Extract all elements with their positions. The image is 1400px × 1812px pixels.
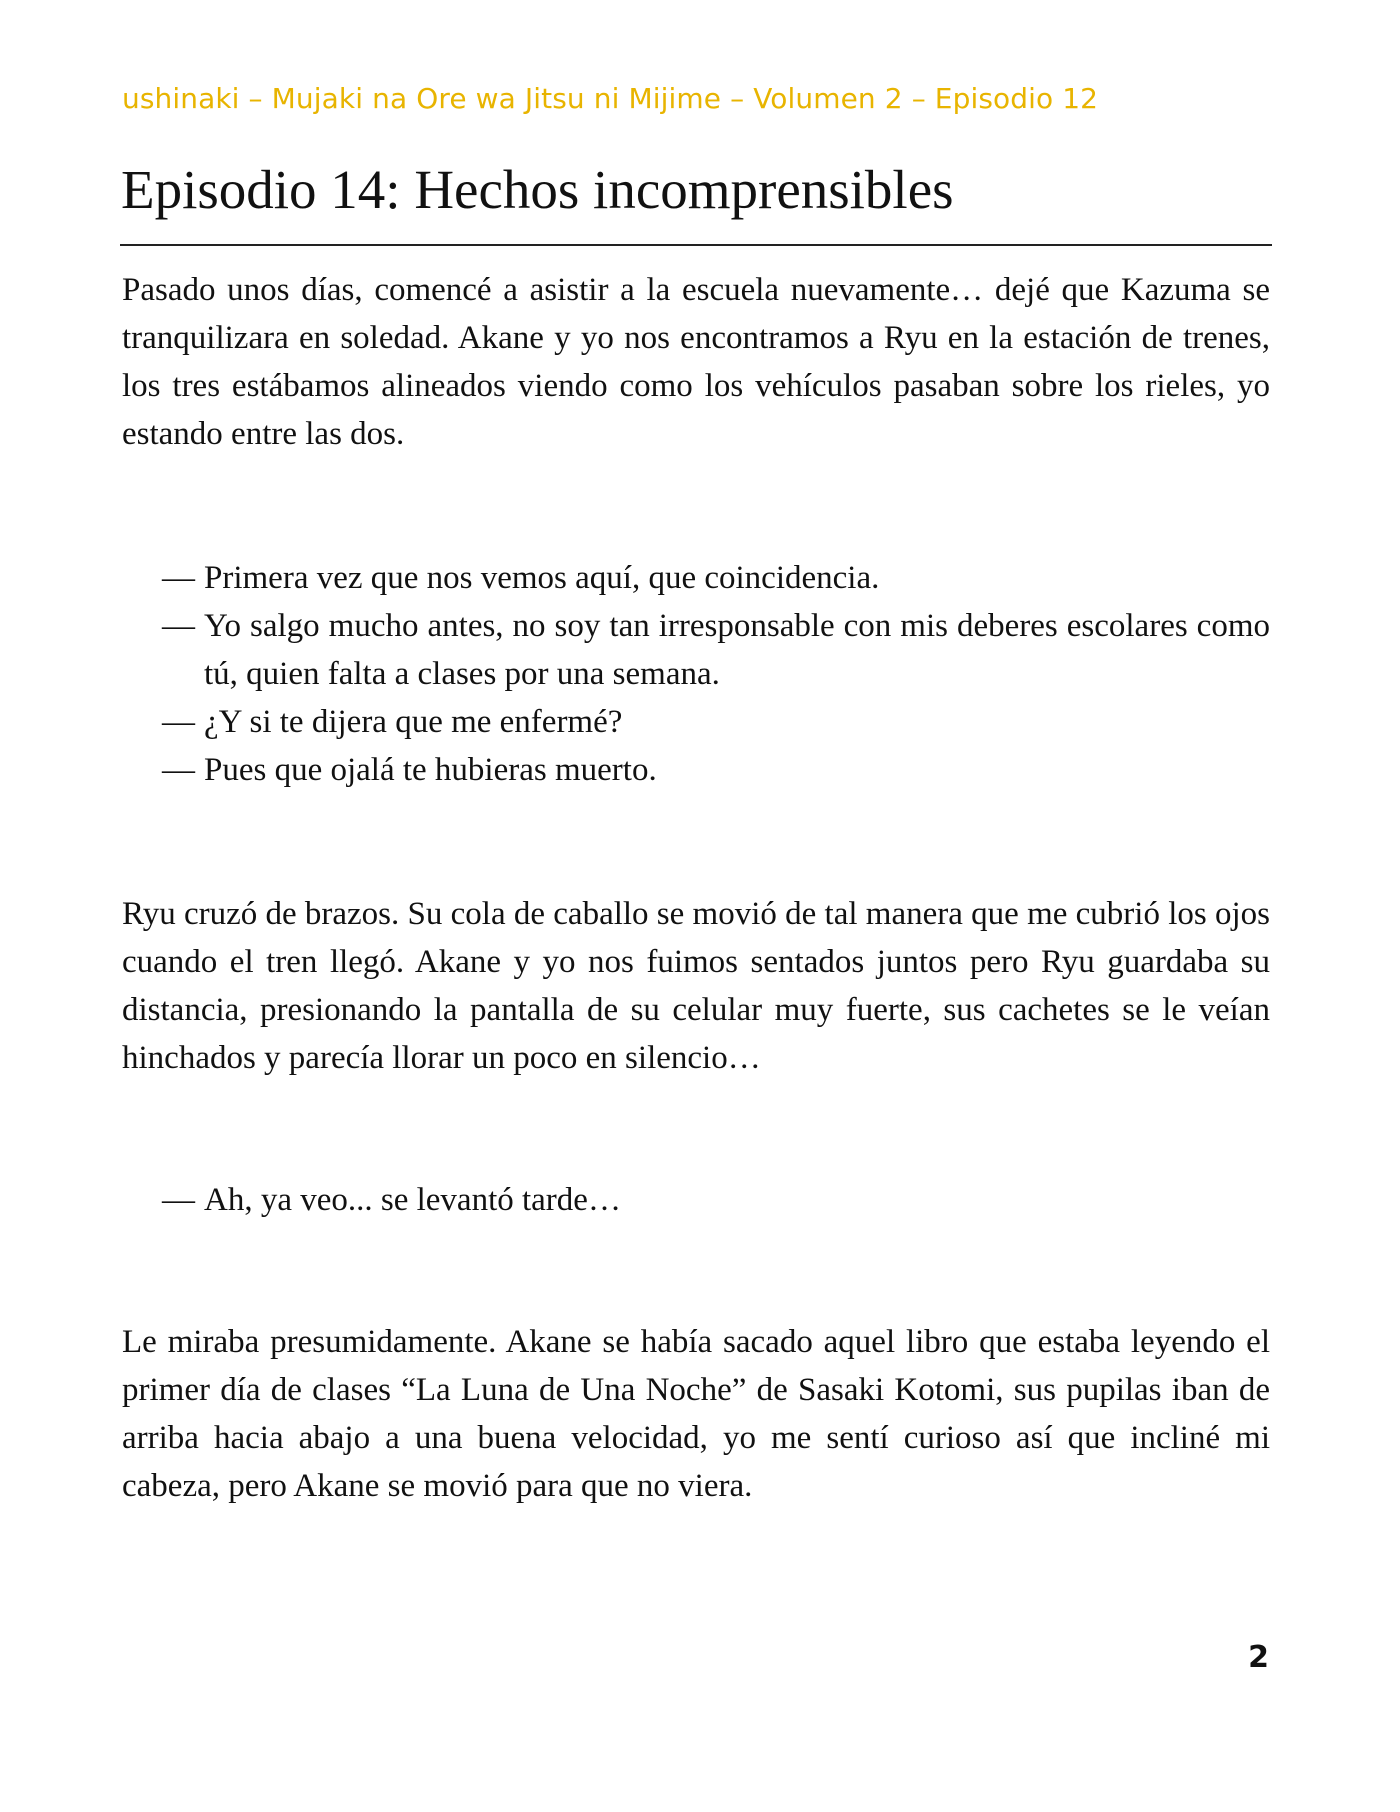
body-paragraph-3: Le miraba presumidamente. Akane se había sacado aquel libro que estaba leyendo el primer día de clases “La Luna de Una Noche” de Sasaki Kotomi, sus pupilas iban de arriba hacia abajo a una buena velocidad, yo me sentí curioso así que incliné mi cabeza, pero Akane se movió para que no viera. <box>122 1324 1270 1504</box>
dialog-line <box>162 554 1270 602</box>
dialog-text: ¿Y si te dijera que me enfermé? <box>204 704 623 740</box>
dialog-line <box>162 746 1270 794</box>
title-underline-divider <box>120 244 1272 246</box>
dialog-text: Yo salgo mucho antes, no soy tan irresponsable con mis deberes escolares como tú, quien falta a clases por una semana. <box>204 608 1270 692</box>
dialog-line <box>162 698 1270 746</box>
dialog-dash: — <box>162 1182 195 1218</box>
dialog-text: Ah, ya veo... se levantó tarde… <box>204 1182 621 1218</box>
dialog-block-1 <box>162 554 1270 794</box>
dialog-dash: — <box>162 752 195 788</box>
running-header: ushinaki – Mujaki na Ore wa Jitsu ni Mijime – Volumen 2 – Episodio 12 <box>122 82 1099 115</box>
dialog-dash: — <box>162 704 195 740</box>
body-paragraph-1: Pasado unos días, comencé a asistir a la escuela nuevamente… dejé que Kazuma se tranquilizara en soledad. Akane y yo nos encontramos a Ryu en la estación de trenes, los tres estábamos alineados viendo como los vehículos pasaban sobre los rieles, yo estando entre las dos. <box>122 272 1270 452</box>
page-number: 2 <box>1248 1640 1269 1675</box>
dialog-line <box>162 602 1270 698</box>
body-paragraph-2: Ryu cruzó de brazos. Su cola de caballo se movió de tal manera que me cubrió los ojos cuando el tren llegó. Akane y yo nos fuimos sentados juntos pero Ryu guardaba su distancia, presionando la pantalla de su celular muy fuerte, sus cachetes se le veían hinchados y parecía llorar un poco en silencio… <box>122 896 1270 1076</box>
dialog-line <box>162 1176 1270 1224</box>
chapter-title: Episodio 14: Hechos incomprensibles <box>121 159 954 220</box>
dialog-dash: — <box>162 608 195 644</box>
dialog-text: Primera vez que nos vemos aquí, que coincidencia. <box>204 560 880 596</box>
dialog-block-2 <box>162 1176 1270 1224</box>
dialog-dash: — <box>162 560 195 596</box>
dialog-text: Pues que ojalá te hubieras muerto. <box>204 752 657 788</box>
